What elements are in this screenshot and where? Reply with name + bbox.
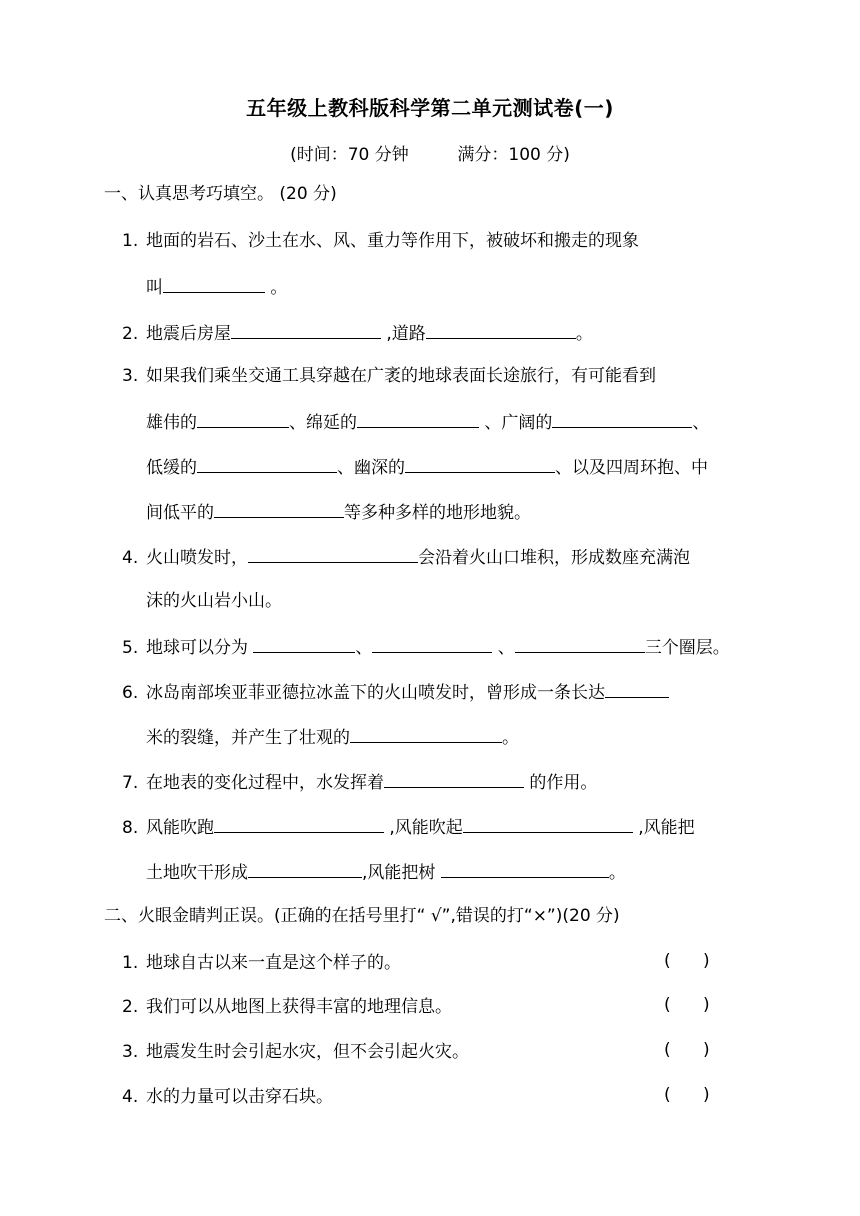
- question-text: 地球自古以来一直是这个样子的。: [146, 953, 401, 973]
- question-text: 在地表的变化过程中，水发挥着: [146, 773, 384, 793]
- answer-blank[interactable]: [214, 814, 384, 833]
- question-6-line-1: [122, 679, 669, 705]
- judge-item-2: [122, 995, 452, 1019]
- question-text: 间低平的: [146, 503, 214, 523]
- section2-heading: 二、火眼金睛判正误。(正确的在括号里打“ √”,错误的打“×”)(20 分): [104, 906, 620, 926]
- answer-blank[interactable]: [605, 679, 669, 698]
- exam-title: 五年级上教科版科学第二单元测试卷(一): [246, 96, 614, 120]
- answer-parentheses[interactable]: ( ): [664, 951, 710, 971]
- question-text: ,风能把树: [362, 863, 441, 883]
- answer-blank[interactable]: [248, 544, 418, 563]
- question-number: 3.: [122, 1042, 139, 1062]
- question-text: 如果我们乘坐交通工具穿越在广袤的地球表面长途旅行，有可能看到: [146, 366, 656, 386]
- question-text: 。: [502, 728, 519, 748]
- answer-blank[interactable]: [197, 454, 337, 473]
- question-3-line-3: [146, 454, 708, 480]
- answer-blank[interactable]: [384, 769, 524, 788]
- question-text: ,风能把: [632, 818, 695, 838]
- question-number: 3.: [122, 366, 139, 386]
- answer-blank[interactable]: [350, 724, 502, 743]
- question-number: 2.: [122, 997, 139, 1017]
- question-text: 、以及四周环抱、中: [555, 458, 708, 478]
- exam-subtitle: (时间：70 分钟 满分：100 分): [290, 145, 570, 165]
- question-number: 4.: [122, 1087, 139, 1107]
- question-text: 风能吹跑: [146, 818, 214, 838]
- question-text: ,道路: [381, 324, 426, 344]
- question-3-line-4: [146, 499, 531, 525]
- question-4-line-1: [122, 544, 690, 570]
- question-text: 、: [492, 638, 515, 658]
- answer-blank[interactable]: [515, 634, 645, 653]
- question-2-line-1: [122, 320, 593, 346]
- question-text: 米的裂缝，并产生了壮观的: [146, 728, 350, 748]
- answer-blank[interactable]: [197, 409, 289, 428]
- question-number: 6.: [122, 683, 139, 703]
- question-3-line-1: [122, 364, 656, 388]
- question-text: 等多种多样的地形地貌。: [344, 503, 531, 523]
- question-number: 1.: [122, 231, 139, 251]
- question-text: 我们可以从地图上获得丰富的地理信息。: [146, 997, 452, 1017]
- answer-blank[interactable]: [248, 859, 362, 878]
- question-text: 。: [575, 324, 593, 344]
- answer-blank[interactable]: [163, 274, 265, 293]
- answer-blank[interactable]: [405, 454, 555, 473]
- question-4-line-2: 沫的火山岩小山。: [146, 591, 282, 611]
- question-text: 地震发生时会引起水灾，但不会引起火灾。: [146, 1042, 469, 1062]
- question-text: 、广阔的: [479, 413, 553, 433]
- question-text: 地震后房屋: [146, 324, 231, 344]
- question-text: 火山喷发时，: [146, 548, 248, 568]
- question-text: 低缓的: [146, 458, 197, 478]
- question-text: 地面的岩石、沙土在水、风、重力等作用下，被破坏和搬走的现象: [146, 231, 639, 251]
- question-text: 土地吹干形成: [146, 863, 248, 883]
- question-text: 、: [355, 638, 373, 658]
- question-number: 7.: [122, 773, 139, 793]
- question-number: 4.: [122, 548, 139, 568]
- question-text: 。: [608, 863, 626, 883]
- answer-blank[interactable]: [552, 409, 692, 428]
- judge-item-3: [122, 1040, 469, 1064]
- question-number: 2.: [122, 324, 139, 344]
- question-text: 冰岛南部埃亚菲亚德拉冰盖下的火山喷发时，曾形成一条长达: [146, 683, 605, 703]
- question-number: 5.: [122, 638, 139, 658]
- question-text: 雄伟的: [146, 413, 197, 433]
- question-text: ,风能吹起: [384, 818, 463, 838]
- answer-blank[interactable]: [214, 499, 344, 518]
- question-text: 地球可以分为: [146, 638, 254, 658]
- question-1-line-2: [146, 274, 287, 300]
- question-text: 的作用。: [524, 773, 598, 793]
- question-text: 、绵延的: [289, 413, 357, 433]
- answer-blank[interactable]: [463, 814, 633, 833]
- answer-parentheses[interactable]: ( ): [664, 1040, 710, 1060]
- answer-blank[interactable]: [357, 409, 479, 428]
- question-8-line-2: [146, 859, 626, 885]
- section1-heading: 一、认真思考巧填空。 (20 分): [104, 184, 337, 204]
- question-8-line-1: [122, 814, 695, 840]
- question-text: 、: [692, 413, 710, 433]
- answer-blank[interactable]: [372, 634, 492, 653]
- judge-item-1: [122, 951, 401, 975]
- answer-parentheses[interactable]: ( ): [664, 995, 710, 1015]
- question-number: 8.: [122, 818, 139, 838]
- judge-item-4: [122, 1085, 333, 1109]
- question-text: 三个圈层。: [644, 638, 730, 658]
- answer-blank[interactable]: [426, 320, 576, 339]
- question-5-line-1: [122, 634, 730, 660]
- question-1-line-1: [122, 229, 639, 253]
- answer-blank[interactable]: [231, 320, 381, 339]
- question-text: 叫: [146, 278, 163, 298]
- question-number: 1.: [122, 953, 139, 973]
- question-7-line-1: [122, 769, 597, 795]
- question-6-line-2: [146, 724, 519, 750]
- question-text: 、幽深的: [337, 458, 405, 478]
- question-text: 会沿着火山口堆积，形成数座充满泡: [418, 548, 690, 568]
- question-3-line-2: [146, 409, 709, 435]
- question-text: 水的力量可以击穿石块。: [146, 1087, 333, 1107]
- answer-parentheses[interactable]: ( ): [664, 1085, 710, 1105]
- answer-blank[interactable]: [441, 859, 609, 878]
- question-text: 。: [265, 278, 288, 298]
- answer-blank[interactable]: [253, 634, 355, 653]
